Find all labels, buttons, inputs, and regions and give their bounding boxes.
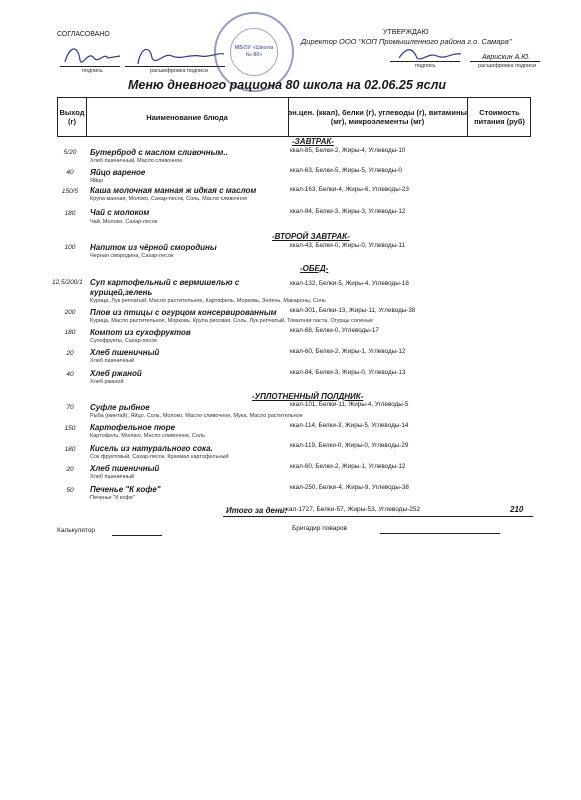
item-name: Картофельное пюре (90, 423, 176, 432)
page-title: Меню дневного рациона 80 школа на 02.06.25 ясли (128, 78, 447, 92)
item-output: 20 (66, 466, 74, 473)
section-title: -ОБЕД- (300, 264, 329, 273)
section-title: -ЗАВТРАК- (292, 137, 334, 146)
item-name: Печенье "К кофе" (90, 485, 161, 494)
item-ingredients: Картофель, Молоко, Масло сливочное, Соль (90, 433, 205, 439)
decode-label-right: расшифровка подписи (478, 63, 537, 69)
item-nutrition: ккал-163, Белки-4, Жиры-6, Углеводы-23 (290, 186, 409, 193)
section-title: -ВТОРОЙ ЗАВТРАК- (272, 232, 350, 241)
item-nutrition: ккал-132, Белки-5, Жиры-4, Углеводы-18 (290, 280, 409, 287)
director-line: Директор ООО "КОП Промышленного района г.о. Самара" (301, 37, 512, 46)
item-name: Бутерброд с маслом сливочным.. (90, 148, 228, 157)
item-nutrition: ккал-301, Белки-13, Жиры-11, Углеводы-38 (290, 307, 416, 314)
item-output: 150 (64, 425, 76, 432)
item-output: 40 (66, 169, 74, 176)
item-name: Суфле рыбное (90, 403, 150, 412)
item-name: Кисель из натурального сока. (90, 444, 213, 453)
item-ingredients: Курица, Лук репчатый, Масло растительное, Картофель, Морковь, Зелень, Макароны, Соль (90, 298, 326, 304)
cooks-label: Бригадир поваров (292, 525, 348, 532)
total-cost: 210 (510, 505, 524, 514)
total-label: Итого за день: (226, 506, 288, 515)
item-nutrition: ккал-60, Белки-2, Жиры-1, Углеводы-12 (290, 348, 406, 355)
item-ingredients: Хлеб пшеничный (90, 358, 135, 364)
item-name: Плов из птицы с огурцом консервированным (90, 308, 277, 317)
item-output: 180 (64, 329, 76, 336)
item-nutrition: ккал-250, Белки-4, Жиры-9, Углеводы-38 (290, 484, 409, 491)
item-nutrition: ккал-43, Белки-0, Жиры-0, Углеводы-11 (290, 242, 405, 249)
item-name: Суп картофельный с вермишелью с курицей,зелень (90, 278, 240, 297)
stamp-text: МБОУ «Школа № 80» (234, 45, 274, 58)
item-output: 20 (66, 350, 74, 357)
item-ingredients: Яйцо (90, 178, 104, 184)
item-output: 40 (66, 371, 74, 378)
item-name: Каша молочная манная ж идкая с маслом (90, 186, 257, 195)
item-name: Хлеб пшеничный (90, 348, 160, 357)
col-nutrition: эн.цен. (ккал), белки (г), углеводы (г), витамины (мг), микроэлементы (мг) (288, 98, 468, 136)
item-output: 150/5 (61, 188, 79, 195)
item-output: 5/20 (63, 149, 77, 156)
item-nutrition: ккал-60, Белки-2, Жиры-1, Углеводы-12 (290, 463, 406, 470)
item-name: Хлеб пшеничный (90, 464, 160, 473)
sig-label-left: подпись (82, 68, 103, 74)
item-name: Напиток из чёрной смородины (90, 243, 217, 252)
item-output: 50 (66, 487, 74, 494)
table-header (57, 97, 531, 137)
item-output: 180 (64, 210, 76, 217)
menu-table (57, 97, 531, 137)
item-ingredients: Сок фруктовый, Сахар-песок, Крахмал картофельный (90, 454, 229, 460)
item-ingredients: Хлеб пшеничный (90, 474, 135, 480)
item-ingredients: Сухофрукты, Сахар-песок (90, 338, 157, 344)
item-ingredients: Хлеб пшеничный, Масло сливочное (90, 158, 183, 164)
col-name: Наименование блюда (86, 98, 289, 136)
item-nutrition: ккал-63, Белки-5, Жиры-5, Углеводы-0 (290, 167, 402, 174)
item-name: Чай с молоком (90, 208, 150, 217)
stamp-center (230, 28, 278, 76)
item-ingredients: Чай, Молоко, Сахар-песок (90, 219, 158, 225)
sig-label-right: подпись (415, 63, 436, 69)
item-ingredients: Рыба (минтай), Яйцо, Соль, Молоко, Масло сливочное, Мука, Масло растительное (90, 413, 303, 419)
item-nutrition: ккал-101, Белки-11, Жиры-4, Углеводы-5 (290, 401, 409, 408)
item-ingredients: Печенье "К кофе" (90, 495, 135, 501)
approved-right-label: УТВЕРЖДАЮ (383, 29, 429, 36)
col-cost: Стоимость питания (руб) (474, 108, 525, 126)
item-output: 100 (64, 244, 76, 251)
item-nutrition: ккал-114, Белки-3, Жиры-5, Углеводы-14 (290, 422, 409, 429)
item-name: Хлеб ржаной (90, 369, 142, 378)
total-nutrition: ккал-1727, Белки-57, Жиры-53, Углеводы-252 (283, 506, 421, 513)
item-ingredients: Крупа манная, Молоко, Сахар-песок, Соль, Масло сливочное (90, 196, 248, 202)
item-nutrition: ккал-85, Белки-2, Жиры-4, Углеводы-10 (290, 147, 406, 154)
decode-label-left: расшифровка подписи (150, 68, 209, 74)
item-name: Компот из сухофруктов (90, 328, 191, 337)
item-output: 180 (64, 446, 76, 453)
item-nutrition: ккал-84, Белки-3, Жиры-3, Углеводы-12 (290, 208, 406, 215)
item-output: 12,5/200/1 (52, 279, 83, 286)
section-title: -УПЛОТНЕННЫЙ ПОЛДНИК- (252, 392, 364, 401)
director-name: Аврискин А.Ю. (482, 54, 531, 61)
item-ingredients: Черная смородина, Сахар-песок (90, 253, 174, 259)
item-nutrition: ккал-119, Белки-0, Жиры-0, Углеводы-29 (290, 442, 409, 449)
approved-left-label: СОГЛАСОВАНО (57, 31, 110, 38)
item-ingredients: Хлеб ржаной (90, 379, 124, 385)
col-output: Выход (г) (58, 98, 87, 136)
item-output: 200 (64, 309, 76, 316)
calculator-label: Калькулятор (57, 527, 96, 534)
item-output: 70 (66, 404, 74, 411)
item-ingredients: Курица, Масло растительное, Морковь, Крупа рисовая, Соль, Лук репчатый, Томатная паста, Огурцы соленые (90, 318, 374, 324)
item-nutrition: ккал-84, Белки-3, Жиры-0, Углеводы-13 (290, 369, 406, 376)
item-name: Яйцо вареное (90, 168, 146, 177)
item-nutrition: ккал-68, Белки-0, Углеводы-17 (290, 327, 379, 334)
